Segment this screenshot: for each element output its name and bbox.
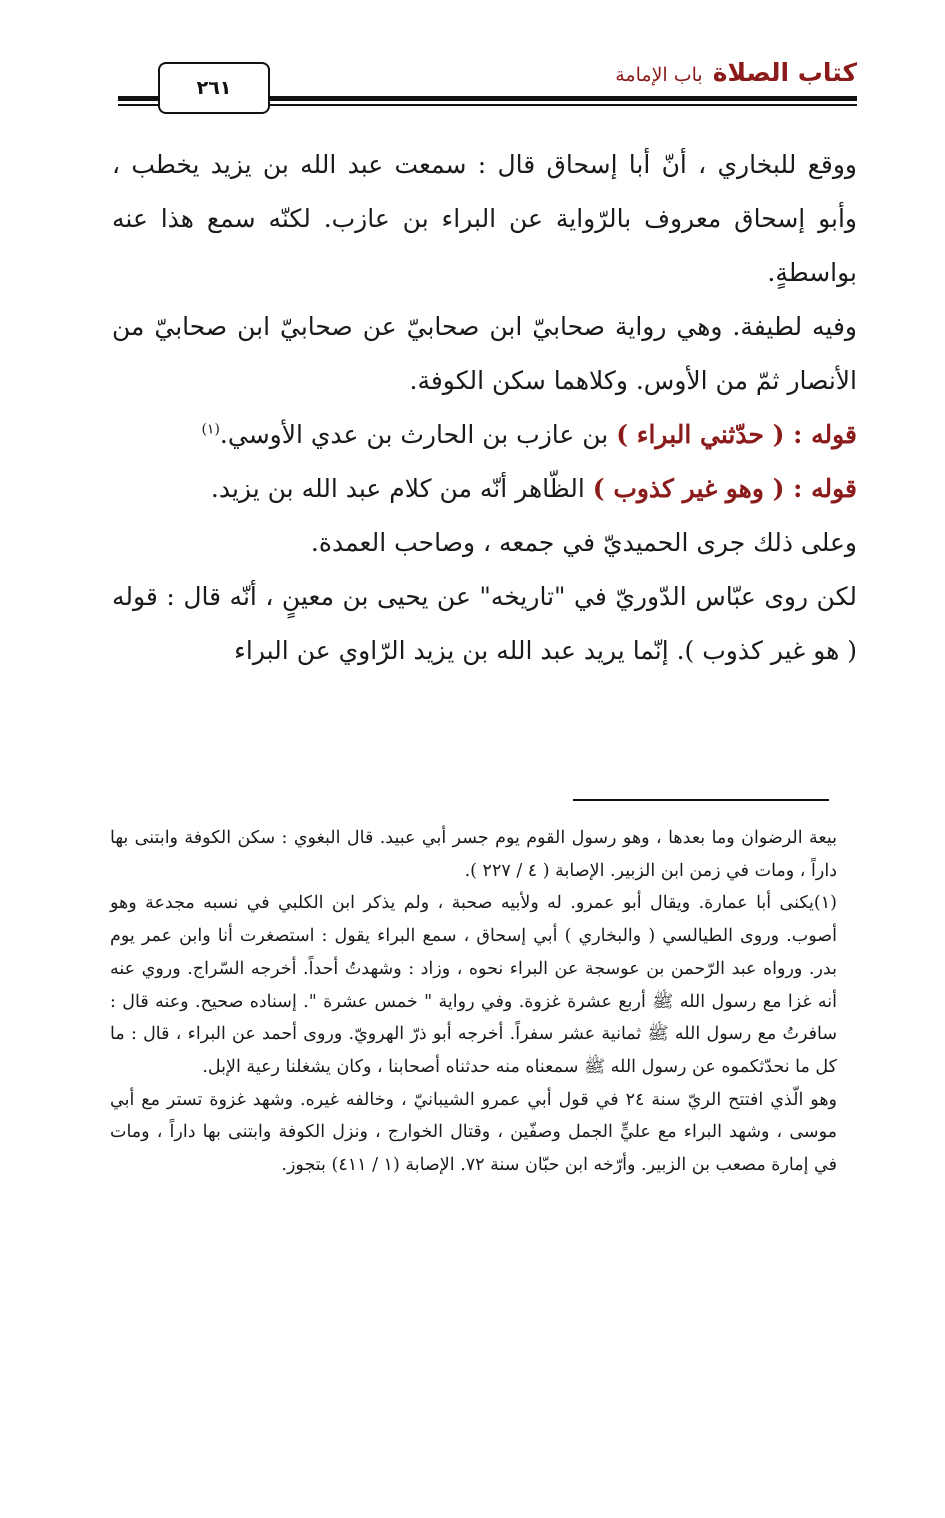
quote-label-2: قوله : ( وهو غير كذوب ) — [592, 474, 857, 503]
footnote-1-continued: وهو الّذي افتتح الريّ سنة ٢٤ في قول أبي عمرو الشيبانيّ ، وخالفه غيره. وشهد غزوة تستر مع أبي موسى ، وشهد البراء مع عليٍّ الجمل وصفّين ، وقتال الخوارج ، ونزل الكوفة وابتنى بها داراً ، ومات في إمارة مصعب بن الزبير. وأرّخه ابن حبّان سنة ٧٢. الإصابة (١ / ٤١١) بتجوز. — [110, 1089, 837, 1176]
footnote-separator — [573, 799, 829, 801]
paragraph-4 — [112, 462, 857, 516]
paragraph-2: وفيه لطيفة. وهي رواية صحابيّ ابن صحابيّ عن صحابيّ ابن صحابيّ من الأنصار ثمّ من الأوس. وكلاهما سكن الكوفة. — [112, 312, 857, 395]
paragraph-1: ووقع للبخاري ، أنّ أبا إسحاق قال : سمعت عبد الله بن يزيد يخطب ، وأبو إسحاق معروف بالرّواية عن البراء بن عازب. لكنّه سمع هذا عنه بواسطةٍ. — [112, 150, 857, 287]
quote-label-1: قوله : ( حدّثني البراء ) — [616, 420, 857, 449]
paragraph-5: وعلى ذلك جرى الحميديّ في جمعه ، وصاحب العمدة. — [310, 528, 857, 557]
paragraph-3-text: بن عازب بن الحارث بن عدي الأوسي. — [219, 420, 617, 449]
running-title — [615, 58, 857, 87]
book-title: كتاب الصلاة — [712, 58, 857, 87]
chapter-title: باب الإمامة — [615, 64, 703, 86]
main-text — [112, 138, 857, 678]
footnotes — [110, 822, 837, 1182]
paragraph-3 — [112, 408, 857, 462]
paragraph-4-text: الظّاهر أنّه من كلام عبد الله بن يزيد. — [210, 474, 593, 503]
page-number: ٢٦١ — [158, 62, 270, 114]
footnote-ref-1[interactable]: (١) — [201, 421, 220, 438]
page-header — [118, 52, 857, 112]
paragraph-6: لكن روى عبّاس الدّوريّ في "تاريخه" عن يحيى بن معينٍ ، أنّه قال : قوله ( هو غير كذوب ). إنّما يريد عبد الله بن يزيد الرّاوي عن البراء — [112, 582, 857, 665]
footnote-1: (١)يكنى أبا عمارة. ويقال أبو عمرو. له ولأبيه صحبة ، ولم يذكر ابن الكلبي في نسبه مجدعة وهو أصوب. وروى الطيالسي ( والبخاري ) أبي إسحاق ، سمع البراء يقول : استصغرت أنا وابن عمر يوم بدر. ورواه عبد الرّحمن بن عوسجة عن البراء نحوه ، وزاد : وشهدتُ أحداً. أخرجه السّراج. وروي عنه أنه غزا مع رسول الله ﷺ أربع عشرة غزوة. وفي رواية " خمس عشرة ". إسناده صحيح. وعنه قال : سافرتُ مع رسول الله ﷺ ثمانية عشر سفراً. أخرجه أبو ذرّ الهرويّ. وروى أحمد عن البراء ، قال : ما كل ما نحدّثكموه عن رسول الله ﷺ سمعناه منه حدثناه أصحابنا ، وكان يشغلنا رعية الإبل. — [110, 893, 837, 1077]
footnote-continuation: بيعة الرضوان وما بعدها ، وهو رسول القوم يوم جسر أبي عبيد. قال البغوي : سكن الكوفة وابتنى بها داراً ، ومات في زمن ابن الزبير. الإصابة ( ٤ / ٢٢٧ ). — [110, 828, 837, 881]
